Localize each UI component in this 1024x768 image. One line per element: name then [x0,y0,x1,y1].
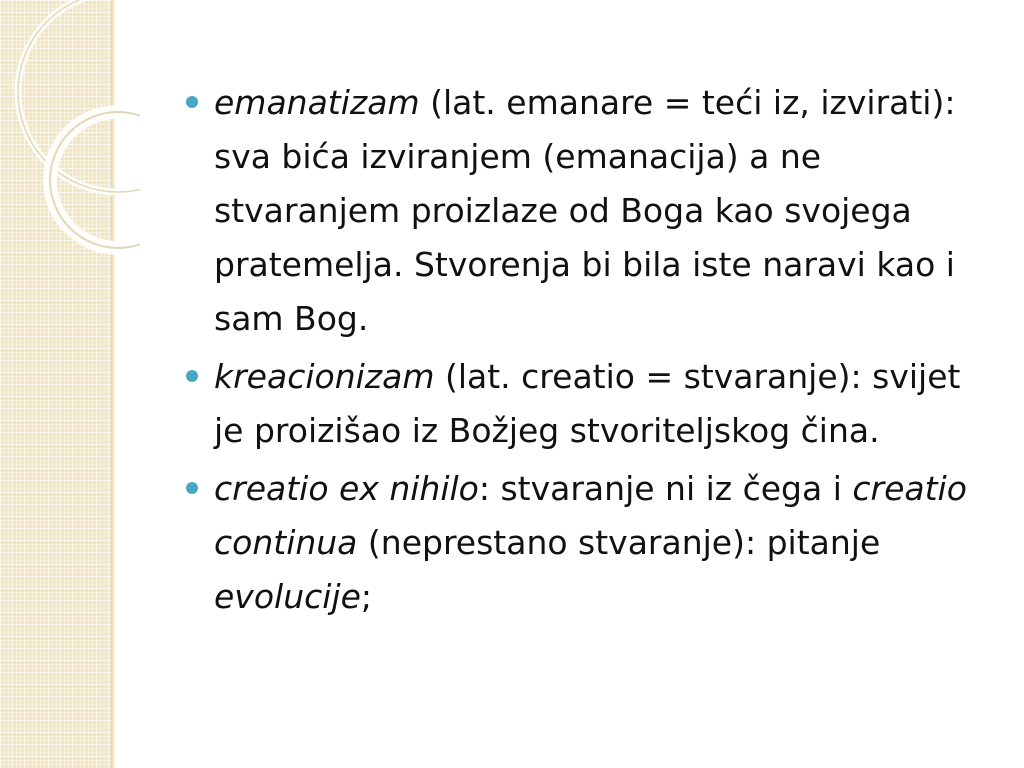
decorative-circles-icon [0,0,140,280]
list-item [186,350,976,458]
bullet-list [186,76,976,628]
definition-text: (lat. creatio = stvaranje): svijet je proizišao iz Božjeg stvoriteljskog čina. [214,357,961,450]
bullet-icon [186,370,198,382]
bullet-icon [186,96,198,108]
definition-text: (neprestano stvaranje): pitanje [357,523,881,562]
bullet-icon [186,482,198,494]
definition-text: (lat. emanare = teći iz, izvirati): sva bića izviranjem (emanacija) a ne stvaranjem proizlaze od Boga kao svojega pratemelja. Stvorenja bi bila iste naravi kao i sam Bog. [214,83,956,338]
term-kreacionizam: kreacionizam [214,357,435,396]
term-emanatizam: emanatizam [214,83,420,122]
definition-text: : stvaranje ni iz čega i [478,469,853,508]
list-item [186,462,976,624]
list-item [186,76,976,346]
definition-text: ; [360,577,373,616]
term-evolucije: evolucije [214,577,361,616]
term-creatio-ex-nihilo: creatio ex nihilo [214,469,479,508]
term-creatio-continua: creatio continua [214,469,967,562]
